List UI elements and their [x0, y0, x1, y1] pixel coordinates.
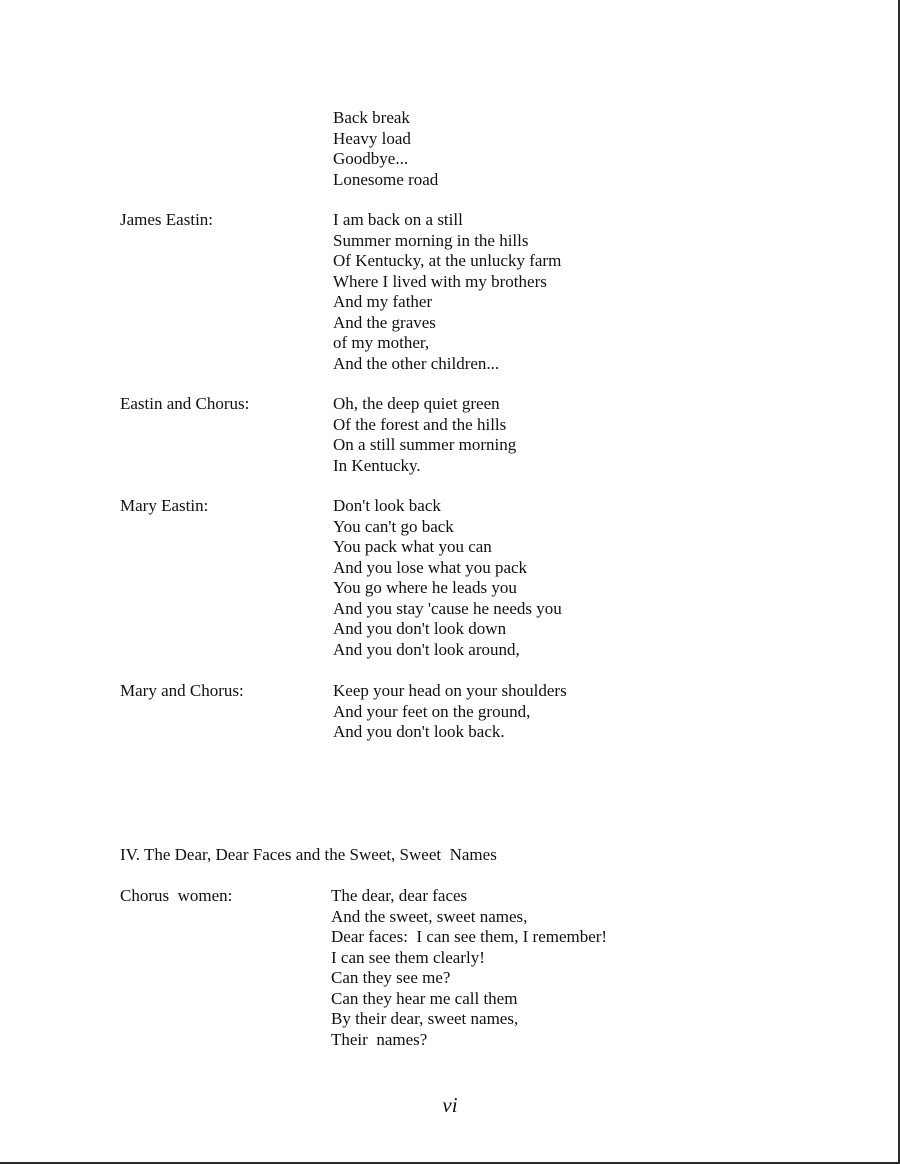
speaker-name: James Eastin:: [120, 210, 214, 229]
verse-line: And you don't look around,: [333, 639, 520, 659]
verse-line: Where I lived with my brothers: [333, 271, 547, 291]
verse-line: And the graves: [333, 312, 436, 332]
verse-line: Can they see me?: [331, 968, 451, 987]
verse-line: And you don't look down: [333, 619, 507, 638]
verse-line: And the other children...: [333, 353, 500, 373]
verse-line: Their names?: [331, 1029, 428, 1049]
verse-line: Can they hear me call them: [331, 988, 518, 1008]
verse-line: Lonesome road: [333, 169, 439, 189]
stanza-lines: [333, 210, 561, 374]
speaker-name: Mary Eastin:: [120, 496, 209, 515]
verse-line: Of Kentucky, at the unlucky farm: [333, 251, 562, 270]
verse-line: The dear, dear faces: [331, 886, 468, 905]
verse-line: Goodbye...: [333, 149, 409, 168]
stanza-lines: [333, 681, 567, 743]
verse-line: Summer morning in the hills: [333, 230, 529, 250]
stanza-lines: [333, 394, 516, 476]
verse-line: In Kentucky.: [333, 455, 421, 475]
verse-line: And the sweet, sweet names,: [331, 906, 528, 926]
verse-line: Keep your head on your shoulders: [333, 681, 567, 700]
verse-line: And my father: [333, 292, 433, 311]
stanza-lines: [333, 496, 562, 660]
verse-line: You can't go back: [333, 516, 454, 536]
verse-line: And your feet on the ground,: [333, 701, 531, 721]
verse-line: Dear faces: I can see them, I remember!: [331, 927, 608, 946]
page-number: vi: [442, 1093, 458, 1117]
section-heading: IV. The Dear, Dear Faces and the Sweet, Sweet Names: [120, 845, 497, 864]
verse-line: Heavy load: [333, 128, 411, 148]
verse-line: You pack what you can: [333, 537, 492, 556]
speaker-name: Mary and Chorus:: [120, 681, 244, 700]
verse-line: On a still summer morning: [333, 435, 517, 454]
verse-line: Back break: [333, 108, 410, 127]
verse-line: And you don't look back.: [333, 722, 505, 741]
verse-line: And you stay 'cause he needs you: [333, 598, 562, 618]
verse-line: And you lose what you pack: [333, 557, 528, 577]
verse-line: Don't look back: [333, 496, 441, 515]
speaker-name: Chorus women:: [120, 886, 233, 905]
verse-line: You go where he leads you: [333, 578, 517, 597]
speaker-name: Eastin and Chorus:: [120, 394, 250, 413]
stanza-lines: [333, 108, 438, 190]
verse-line: of my mother,: [333, 333, 430, 352]
stanza-lines: [331, 886, 607, 1050]
verse-line: Oh, the deep quiet green: [333, 394, 500, 413]
verse-line: By their dear, sweet names,: [331, 1009, 519, 1028]
verse-line: Of the forest and the hills: [333, 414, 507, 434]
verse-line: I am back on a still: [333, 210, 463, 229]
verse-line: I can see them clearly!: [331, 947, 485, 967]
